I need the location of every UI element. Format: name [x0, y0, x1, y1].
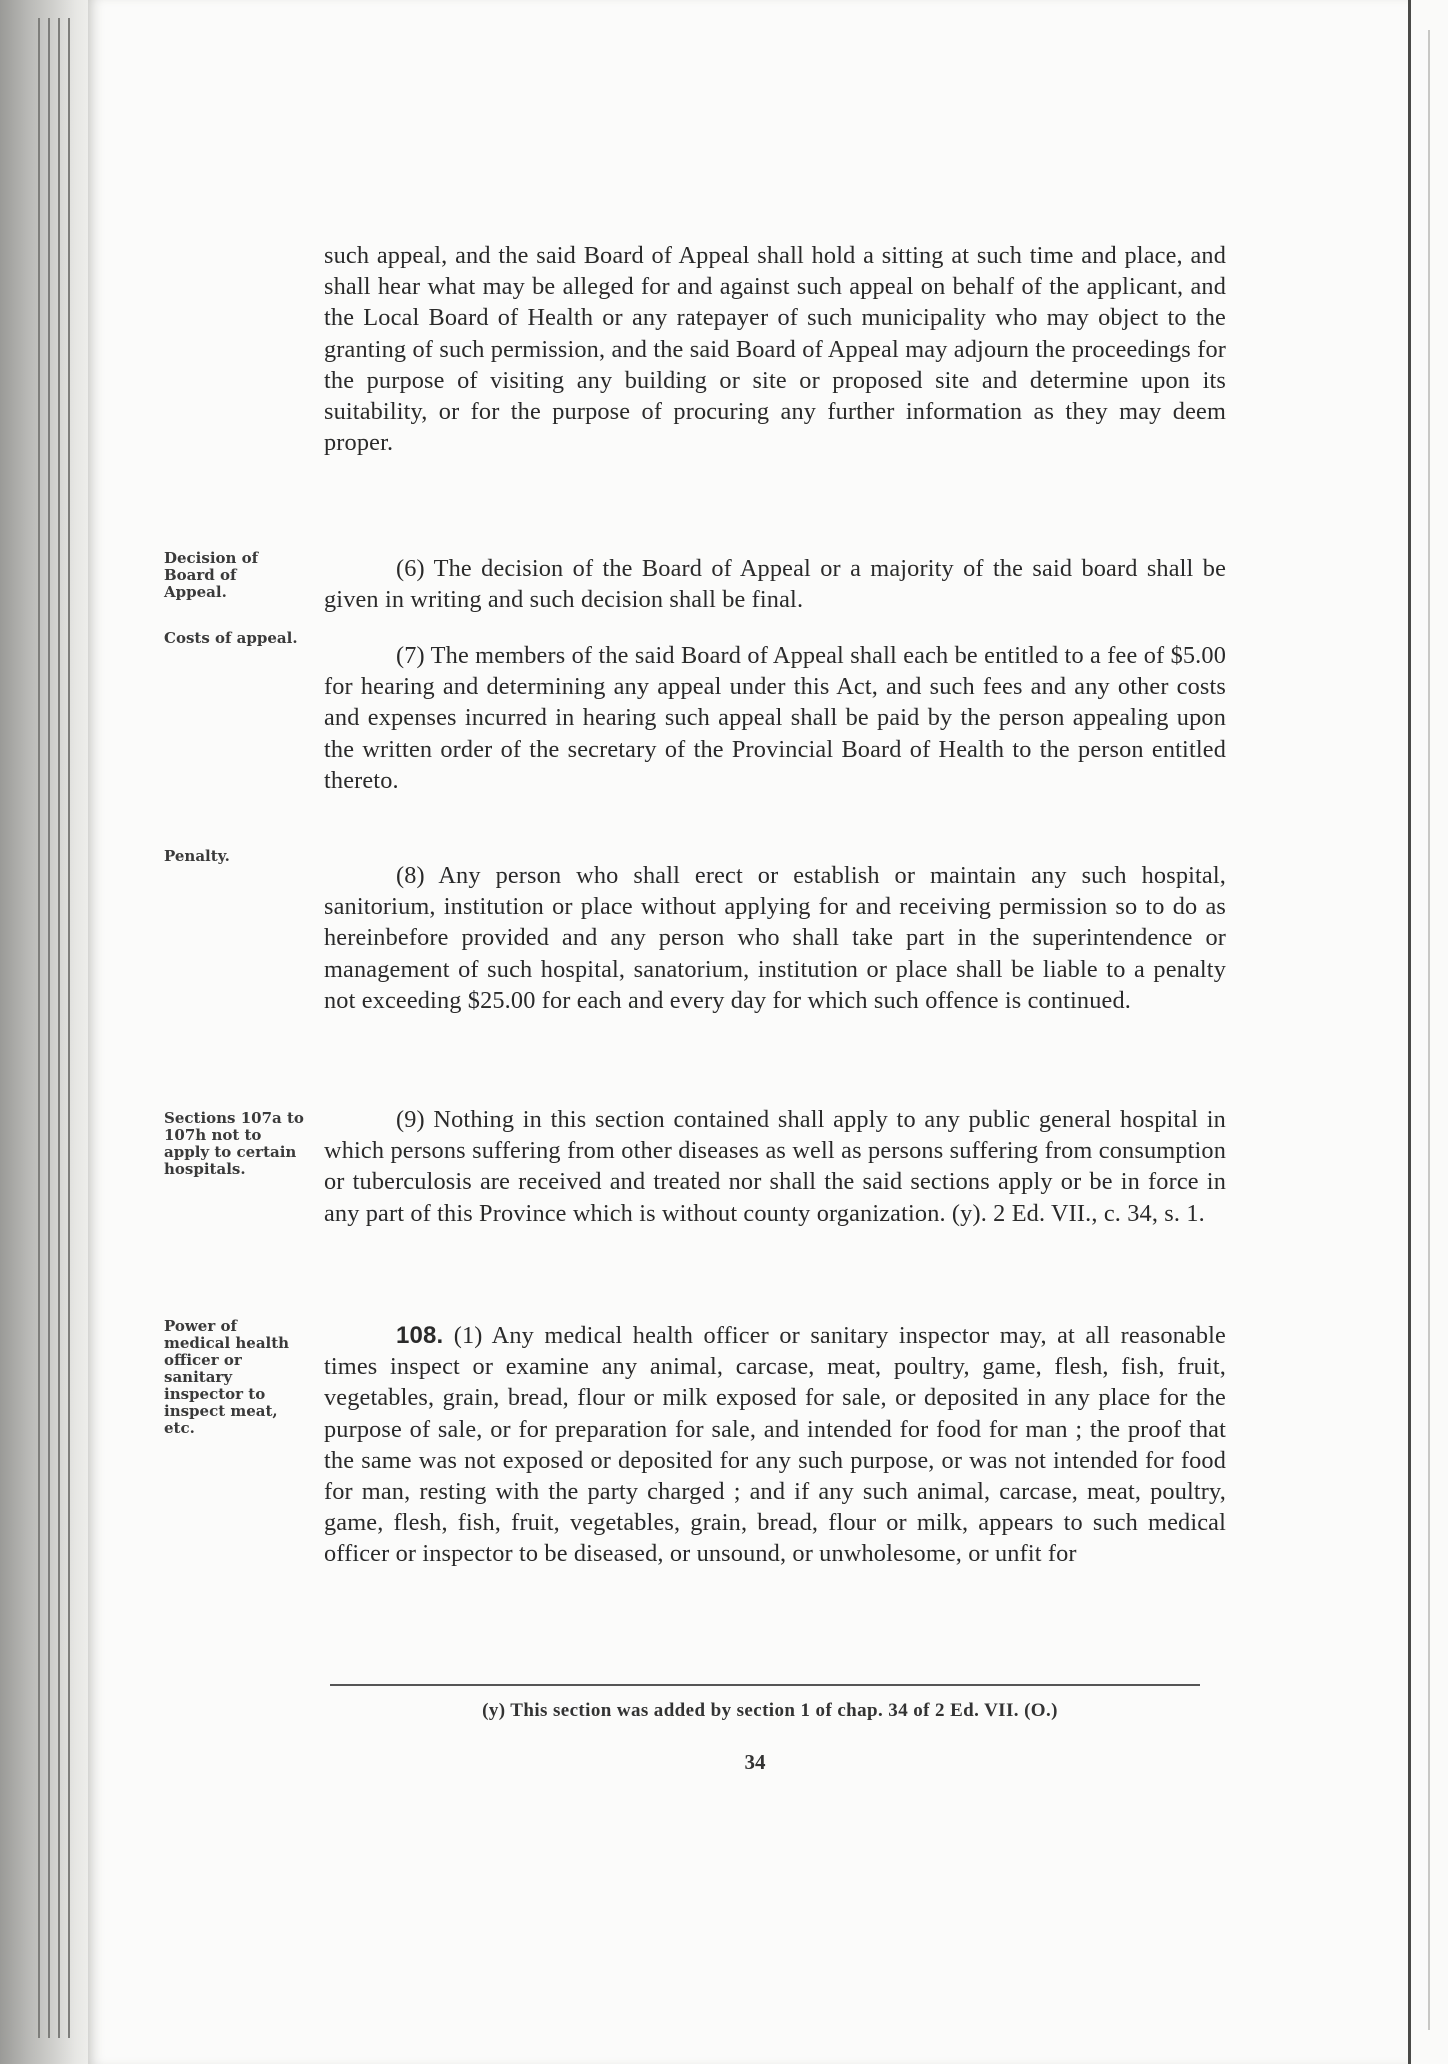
- footnote-rule: [330, 1684, 1200, 1686]
- section-number: 108.: [396, 1322, 444, 1349]
- facing-page-mark: [1428, 30, 1430, 2030]
- paragraph-8: (8) Any person who shall erect or establish or maintain any such hospital, sanitorium, institution or place without applying for and receiving permission so to do as hereinbefore provided and any person who shall take part in the superintendence or management of such hospital, sanatorium, institution or place shall be liable to a penalty not exceeding $25.00 for each and every day for which such offence is continued.: [324, 862, 1226, 1014]
- paragraph-7: (7) The members of the said Board of Appeal shall each be entitled to a fee of $5.00 for hearing and determining any appeal under this Act, and such fees and any other costs and expenses incurred in hearing such appeal shall be paid by the person appealing upon the written order of the secretary of the Provincial Board of Health to the person entitled thereto.: [324, 642, 1226, 794]
- section-108-paragraph: [324, 1320, 1226, 1570]
- spine-edge-line: [38, 18, 40, 2038]
- side-note-penalty: Penalty.: [164, 847, 230, 865]
- spine-edge-line: [58, 18, 60, 2038]
- side-note-sections: Sections 107a to 107h not to apply to certain hospitals.: [164, 1109, 304, 1178]
- page-number: 34: [744, 1750, 766, 1774]
- paragraph-5-continued: such appeal, and the said Board of Appeal shall hold a sitting at such time and place, and shall hear what may be alleged for and against such appeal on behalf of the applicant, and the Local Board of Health or any ratepayer of such municipality who may object to the granting of such permission, and the said Board of Appeal may adjourn the proceedings for the purpose of visiting any building or site or proposed site and determine upon its suitability, or for the purpose of procuring any further information as they may deem proper.: [324, 242, 1226, 457]
- side-note-power: Power of medical health officer or sanitary inspector to inspect meat, etc.: [164, 1317, 290, 1437]
- spine-edge-line: [68, 18, 70, 2038]
- paragraph-9: (9) Nothing in this section contained shall apply to any public general hospital in which persons suffering from other diseases as well as persons suffering from consumption or tuberculosis are received and treated nor shall the said sections apply or be in force in any part of this Province which is without county organization. (y). 2 Ed. VII., c. 34, s. 1.: [324, 1106, 1226, 1227]
- footnote: (y) This section was added by section 1 of chap. 34 of 2 Ed. VII. (O.): [482, 1700, 1058, 1721]
- book-spine-shadow: [0, 0, 95, 2064]
- section-108-text: (1) Any medical health officer or sanitary inspector may, at all reasonable times inspect or examine any animal, carcase, meat, poultry, game, flesh, fish, fruit, vegetables, grain, bread, flour or milk exposed for sale, or deposited in any place for the purpose of sale, or for preparation for sale, and intended for food for man ; the proof that the same was not exposed or deposited for any such purpose, or was not intended for food for man, resting with the party charged ; and if any such animal, carcase, meat, poultry, game, flesh, fish, fruit, vegetables, grain, bread, flour or milk, appears to such medical officer or inspector to be diseased, or unsound, or unwholesome, or unfit for: [324, 1322, 1226, 1568]
- paragraph-6: (6) The decision of the Board of Appeal or a majority of the said board shall be given in writing and such decision shall be final.: [324, 555, 1226, 614]
- side-note-decision: Decision of Board of Appeal.: [164, 549, 259, 601]
- spine-edge-line: [48, 18, 50, 2038]
- side-note-costs: Costs of appeal.: [164, 629, 298, 647]
